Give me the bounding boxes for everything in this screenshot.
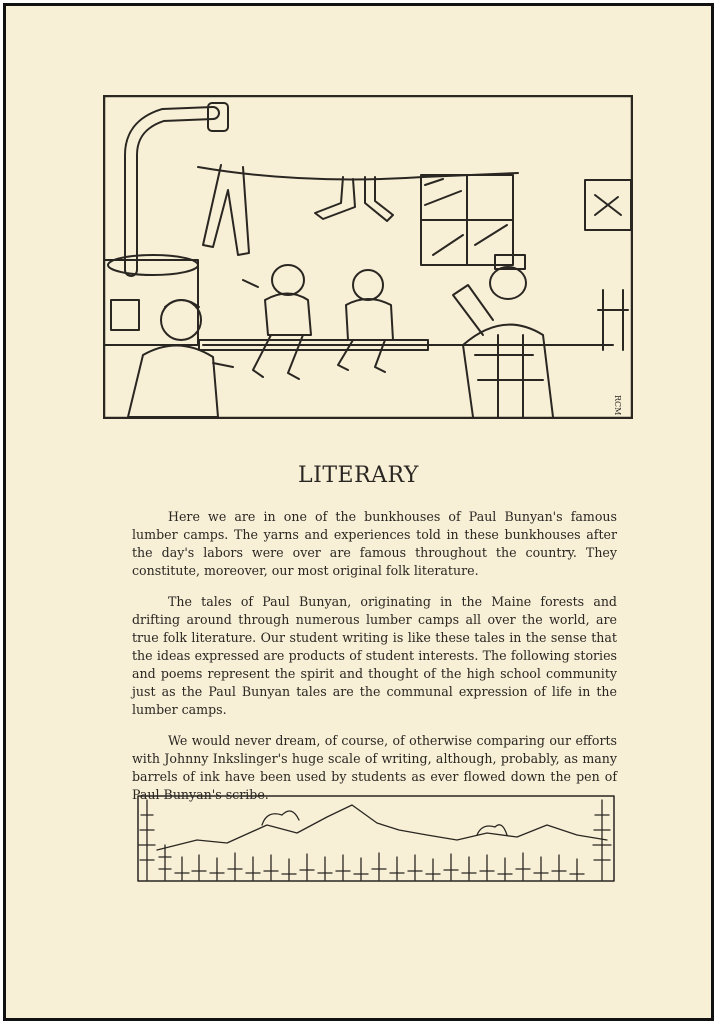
paragraph-3: We would never dream, of course, of otherwise comparing our efforts with Johnny Inkslinger's huge scale of writing, although, probably, as many barrels of ink have been used by students as ever flowed down the pen of Paul Bunyan's scribe.	[132, 733, 617, 802]
illustration-signature: RCM	[613, 395, 622, 416]
mountain-forest-illustration	[137, 795, 615, 882]
body-text	[132, 508, 617, 817]
paragraph-2: The tales of Paul Bunyan, originating in the Maine forests and drifting around through numerous lumber camps all over the world, are true folk literature. Our student writing is like these tales in the sense that the ideas expressed are products of student interests. The following stories and poems represent the spirit and thought of the high school community just as the Paul Bunyan tales are the communal expression of life in the lumber camps.	[132, 594, 617, 717]
page-title: LITERARY	[298, 463, 419, 488]
bunkhouse-illustration	[103, 95, 633, 419]
paragraph-1: Here we are in one of the bunkhouses of Paul Bunyan's famous lumber camps. The yarns and experiences told in these bunkhouses after the day's labors were over are famous throughout the country. They constitute, moreover, our most original folk literature.	[132, 509, 617, 578]
